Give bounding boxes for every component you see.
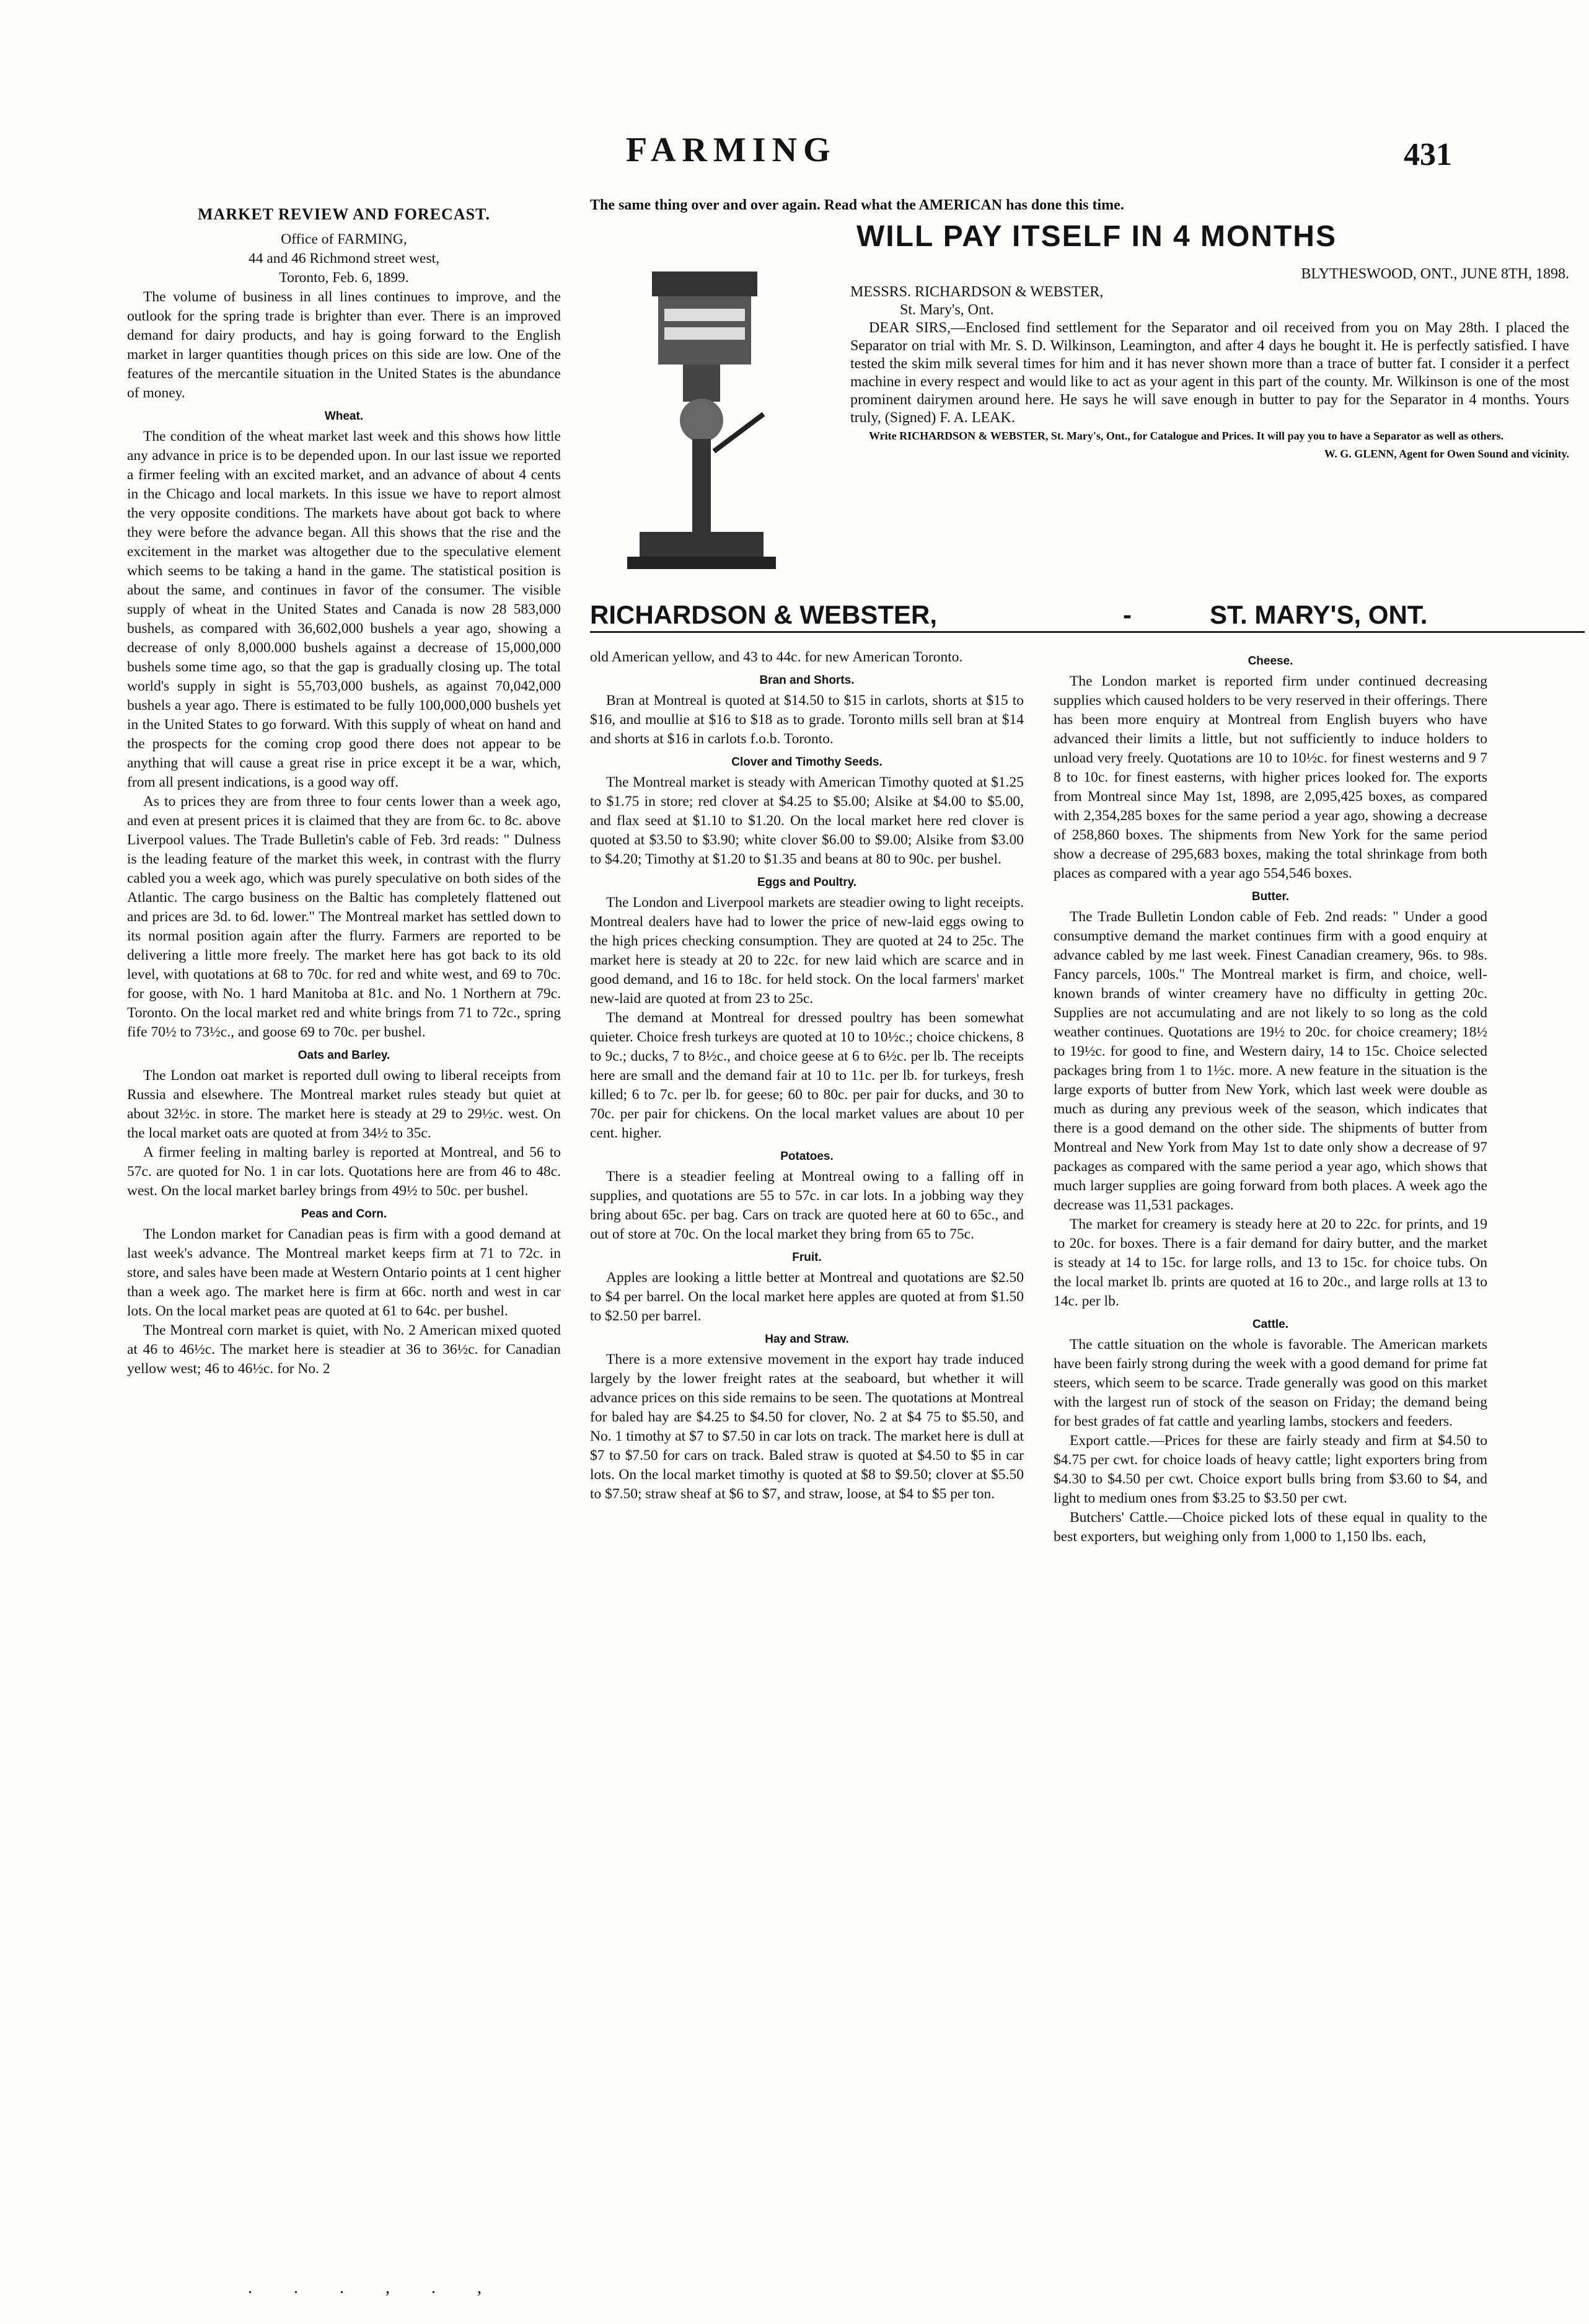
office-line-1: Office of FARMING, [281,231,407,247]
section-heading-butter: Butter. [1251,890,1290,903]
ad-agent-line: W. G. GLENN, Agent for Owen Sound and vicinity. [1324,448,1569,460]
cattle-paragraph-2: Export cattle.—Prices for these are fairly steady and firm at $4.50 to $4.75 per cwt. for choice loads of heavy cattle; light exporters bring from $4.30 to $4.50 per cwt. Choice export bulls bring from $3.60 to $4, and light to medium ones from $3.25 to $3.50 per cwt. [1054,1433,1487,1506]
ad-footer-company: RICHARDSON & WEBSTER, [590,600,938,629]
fruit-paragraph: Apples are looking a little better at Montreal and quotations are $2.50 to $4 per barrel. On the local market here apples are quoted at from $1.50 to $2.50 per barrel. [590,1270,1024,1324]
section-heading-peas: Peas and Corn. [301,1208,387,1221]
wheat-paragraph-1: The condition of the wheat market last week and this shows how little any advance in price is to be depended upon. In our last issue we reported a firmer feeling with an excited market, and an advance of about 4 cents in the Chicago and local markets. In this issue we have to report almost the very opposite conditions. The markets have about got back to where they were before the advance began. All this shows that the rise and the excitement in the market was altogether due to the speculative element which seems to be taking a hand in the game. The statistical position is about the same, and continues in favor of the consumer. The visible supply of wheat in the United States and Canada is now 28 583,000 bushels, as compared with 36,602,000 bushels a year ago, showing a decrease of only 8,000.000 bushels against a decrease of 15,000,000 bushels some time ago, so that the gap is gradually closing up. The total world's supply in sight is 55,703,000 bushels, as against 70,042,000 bushels a year ago. There is estimated to be fully 100,000,000 bushels yet in the United States to go forward. With this supply of wheat on hand and the prospects for the coming crop good there does not appear to be anything that will cause a great rise in price except it be a war, which, from all present indications, is a good way off. [127,428,561,790]
column-middle [590,648,1024,1504]
oats-paragraph-1: The London oat market is reported dull owing to liberal receipts from Russia and elsewhere. The Montreal market rules steady but quiet at about 32½c. in store. The market here is steady at 29 to 29½c. west. On the local market oats are quoted at from 34½ to 35c. [127,1067,561,1141]
eggs-paragraph-2: The demand at Montreal for dressed poultry has been somewhat quieter. Choice fresh turkeys are quoted at 10 to 10½c.; choice chickens, 8 to 9c.; ducks, 7 to 8½c., and choice geese at 6 to 6½c. per lb. The receipts here are small and the demand fair at 10 to 11c. per lb. for turkeys, fresh killed; 6 to 7c. per lb. for geese; 60 to 80c. per pair for ducks, and 30 to 70c. per pair for chickens. On the local market values are about 10 per cent. higher. [590,1010,1024,1141]
letter-body: DEAR SIRS,—Enclosed find settlement for the Separator and oil received from you on May 28th. I placed the Separator on trial with Mr. S. D. Wilkinson, Leamington, and after 4 days he bought it. He is perfectly satisfied. I have tested the skim milk several times for him and it has never shown more than a trace of butter fat. I consider it a perfect machine in every respect and would like to act as your agent in this part of the county. Mr. Wilkinson is one of the most prominent dairymen around here. He says he will save enough in butter to pay for the Separator in 4 months. Yours truly, (Signed) F. A. LEAK. [850,320,1569,426]
section-heading-cattle: Cattle. [1252,1318,1289,1331]
testimonial-letter [850,265,1569,463]
ad-footer [590,600,1585,630]
section-heading-fruit: Fruit. [792,1251,822,1264]
potatoes-paragraph: There is a steadier feeling at Montreal owing to a falling off in supplies, and quotations are 55 to 57c. in car lots. In a jobbing way they bring about 65c. per bag. Cars on track are quoted here at 60 to 65c., and out of store at 70c. On the local market they bring from 65 to 75c. [590,1169,1024,1242]
peas-paragraph-2: The Montreal corn market is quiet, with No. 2 American mixed quoted at 46 to 46½c. The market here is steadier at 36 to 36½c. for Canadian yellow west; 46 to 46½c. for No. 2 [127,1322,561,1377]
butter-paragraph-2: The market for creamery is steady here at 20 to 22c. for prints, and 19 to 20c. for boxes. There is a fair demand for dairy butter, and the market is steady at 14 to 15c. for large rolls, and 13 to 15c. for choice tubs. On the local market lb. prints are quoted at 16 to 20c., and large rolls at 13 to 14c. per lb. [1054,1216,1487,1309]
ad-rule [590,631,1585,633]
corn-continuation: old American yellow, and 43 to 44c. for new American Toronto. [590,649,963,665]
office-line-2: 44 and 46 Richmond street west, [248,250,440,267]
column-market-review [127,205,561,1379]
cream-separator-illustration [615,265,788,575]
page-header [0,93,1589,172]
wheat-paragraph-2: As to prices they are from three to four cents lower than a week ago, and even at present prices it is claimed that they are from 6c. to 8c. above Liverpool values. The Trade Bulletin's cable of Feb. 3rd reads: " Dulness is the leading feature of the market this week, in contrast with the flurry cabled you a week ago, which was purely speculative on both sides of the Atlantic. The cargo business on the Baltic has completely flattened out and prices are 3d. to 6d. lower." The Montreal market has settled down to its normal position again after the flurry. Farmers are reported to be delivering a little more freely. The market here has got back to its old level, with quotations at 68 to 70c. for red and white west, and 69 to 70c. for goose, with No. 1 hard Manitoba at 81c. and No. 1 Northern at 79c. Toronto. On the local market red and white brings from 71 to 72c., spring fife 70½ to 73½c., and goose 69 to 70c. per bushel. [127,793,561,1040]
letter-addressee-2: St. Mary's, Ont. [900,302,994,318]
cattle-paragraph-1: The cattle situation on the whole is favorable. The American markets have been fairly strong during the week with a good demand for prime fat steers, which seem to be scarce. Trade generally was good on this market with the largest run of stock of the season on Friday; the demand being for best grades of fat cattle and yearling lambs, stockers and feeders. [1054,1337,1487,1429]
section-heading-oats: Oats and Barley. [297,1049,390,1062]
ad-footer-location: ST. MARY'S, ONT. [1210,600,1428,629]
section-heading-clover: Clover and Timothy Seeds. [731,756,883,769]
clover-paragraph: The Montreal market is steady with American Timothy quoted at $1.25 to $1.75 in store; red clover at $4.25 to $5.00; Alsike at $4.00 to $5.00, and flax seed at $1.10 to $1.20. On the local market here red clover is quoted at $3.50 to $3.90; white clover $6.00 to $9.00; Alsike from $3.00 to $4.20; Timothy at $1.20 to $1.35 and beans at 80 to 90c. per bushel. [590,774,1024,867]
section-heading-wheat: Wheat. [324,410,364,423]
section-heading-bran: Bran and Shorts. [759,674,855,687]
butter-paragraph-1: The Trade Bulletin London cable of Feb. 2nd reads: " Under a good consumptive demand the market continues firm with a good enquiry at advance cabled by me last week. Finest Canadian creamery, 96s. to 98s. Fancy parcels, 100s." The Montreal market is firm, and choice, well-known brands of winter creamery have no difficulty in getting 20c. Supplies are not accumulating and are not likely to so long as the cold weather continues. Quotations are 19½ to 20c. for choice creamery; 18½ to 19½c. for good to fine, and Western dairy, 14 to 15c. Choice selected packages bring from 1 to 1½c. more. A new feature in the situation is the large exports of butter from New York, which last week were double as much as during any previous week of the season, which indicates that there is a good demand on the other side. The shipments of butter from Montreal and New York from May 1st to date only show a decrease of 97 packages as compared with the same period a year ago, which shows that much larger supplies are going forward from both places. A week ago the decrease was 11,531 packages. [1054,909,1487,1213]
ad-footer-dash: - [1123,600,1132,629]
ad-write-line: Write RICHARDSON & WEBSTER, St. Mary's, Ont., for Catalogue and Prices. It will pay you to have a Separator as well as others. [869,430,1504,442]
running-title: FARMING [626,131,837,169]
column-right [1054,648,1487,1547]
footer-marks: . . . , . , [248,2278,500,2297]
letter-dateline: BLYTHESWOOD, ONT., JUNE 8TH, 1898. [1301,266,1569,282]
separator-advertisement [590,197,1585,635]
section-heading-cheese: Cheese. [1248,655,1293,668]
article-heading: MARKET REVIEW AND FORECAST. [198,205,490,223]
oats-paragraph-2: A firmer feeling in malting barley is reported at Montreal, and 56 to 57c. are quoted for No. 1 in car lots. Quotations here are from 46 to 48c. west. On the local market barley brings from 49½ to 50c. per bushel. [127,1144,561,1199]
hay-paragraph: There is a more extensive movement in the export hay trade induced largely by the lower freight rates at the seaboard, but whether it will advance prices on this side remains to be seen. The quotations at Montreal for baled hay are $4.25 to $4.50 for clover, No. 2 at $4 75 to $5.50, and No. 1 timothy at $7 to $7.50 in car lots on track. The market here is dull at $7 to $7.50 for cars on track. Baled straw is quoted at $4.50 to $5 in car lots. On the local market timothy is quoted at $8 to $9.50; clover at $5.50 to $7.50; straw sheaf at $6 to $7, and straw, loose, at $4 to $5 per ton. [590,1351,1024,1502]
section-heading-hay: Hay and Straw. [765,1333,849,1346]
section-heading-eggs: Eggs and Poultry. [757,876,857,889]
cattle-paragraph-3: Butchers' Cattle.—Choice picked lots of these equal in quality to the best exporters, but weighing only from 1,000 to 1,150 lbs. each, [1054,1509,1487,1545]
bran-paragraph: Bran at Montreal is quoted at $14.50 to $15 in carlots, shorts at $15 to $16, and moullie at $16 to $18 as to grade. Toronto mills sell bran at $14 and shorts at $16 in carlots f.o.b. Toronto. [590,692,1024,747]
section-heading-potatoes: Potatoes. [780,1150,834,1163]
eggs-paragraph-1: The London and Liverpool markets are steadier owing to light receipts. Montreal dealers have had to lower the price of new-laid eggs owing to the high prices checking consumption. They are quoted at 24 to 25c. The market here is steady at 20 to 22c. for new laid which are scarce and in good demand, and 16 to 18c. for held stock. On the local farmers' market new-laid are quoted at from 23 to 25c. [590,895,1024,1007]
ad-headline: WILL PAY ITSELF IN 4 MONTHS [856,220,1337,253]
letter-addressee-1: MESSRS. RICHARDSON & WEBSTER, [850,284,1104,300]
office-line-3: Toronto, Feb. 6, 1899. [279,270,409,286]
intro-paragraph: The volume of business in all lines continues to improve, and the outlook for the spring trade is brighter than ever. There is an improved demand for dairy products, and hay is going forward to the English market in larger quantities though prices on this side are low. One of the features of the mercantile situation in the United States is the abundance of money. [127,289,561,401]
ad-lead-line: The same thing over and over again. Read what the AMERICAN has done this time. [590,197,1124,213]
cheese-paragraph: The London market is reported firm under continued decreasing supplies which caused holders to be very reserved in their offerings. There has been more enquiry at Montreal from English buyers who have advanced their limits a little, but not sufficiently to induce holders to unload very freely. Quotations are 10 to 10½c. for finest westerns and 9 7 8 to 10c. for finest easterns, with higher prices looked for. The exports from Montreal since May 1st, 1898, are 2,095,425 boxes, as compared with 2,354,285 boxes for the same period a year ago, showing a decrease of 258,860 boxes. The shipments from New York for the same period show a decrease of 295,683 boxes, making the total shrinkage from both places as compared with a year ago 554,546 boxes. [1054,673,1487,881]
peas-paragraph-1: The London market for Canadian peas is firm with a good demand at last week's advance. The Montreal market keeps firm at 71 to 72c. in store, and sales have been made at Western Ontario points at 1 cent higher than a week ago. The market here is firm at 66c. north and west in car lots. On the local market peas are quoted at 61 to 64c. per bushel. [127,1226,561,1319]
page-number: 431 [1404,137,1452,172]
